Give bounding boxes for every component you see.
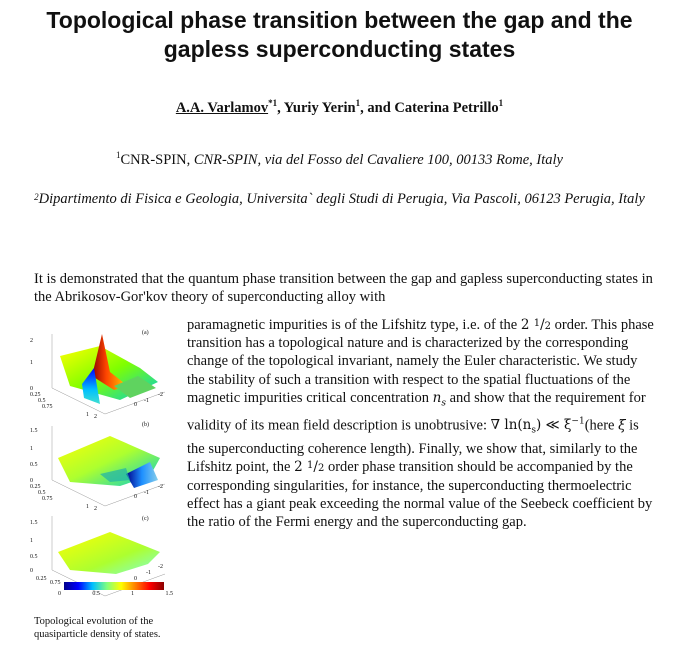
side-tick: 0.75 <box>50 580 61 586</box>
side-tick: 0.25 <box>30 484 41 490</box>
y-tick: 0 <box>134 576 137 582</box>
y-tick: 0 <box>134 494 137 500</box>
paper-title: Topological phase transition between the gap and the gapless superconducting states <box>46 7 633 62</box>
author-sup: *1 <box>268 98 278 108</box>
z-tick: 0.5 <box>30 462 38 468</box>
panel-c-label: (c) <box>142 516 149 522</box>
figure-panel-a <box>30 326 180 422</box>
ns-symbol: $n_s$ <box>432 389 446 409</box>
side-tick: 0.75 <box>42 404 53 410</box>
affiliation-1-address: CNR-SPIN, via del Fosso del Cavaliere 100, 00133 Rome, Italy <box>193 152 563 168</box>
surface-plot-a <box>30 326 180 422</box>
author-sup: 1 <box>498 98 504 108</box>
x-tick: 2 <box>94 506 97 512</box>
z-tick: 1.5 <box>30 520 38 526</box>
colorbar-tick: 1 <box>131 591 135 597</box>
y-tick: -2 <box>158 564 163 570</box>
colorbar-ticks <box>58 591 173 597</box>
x-tick: 1 <box>86 412 89 418</box>
colorbar <box>64 582 164 590</box>
x-tick: 2 <box>94 414 97 420</box>
figure-caption: Topological evolution of the quasiparticle density of states. <box>34 616 161 640</box>
affiliation-sup: 2 <box>34 192 39 202</box>
author-sup: 1 <box>355 98 361 108</box>
colorbar-tick: 0.5 <box>92 591 100 597</box>
z-tick: 2 <box>30 338 33 344</box>
validity-inequality: ∇ $\ln(n_s)$ ≪ $\xi^{-1}$ <box>490 416 585 436</box>
affiliation-1 <box>0 152 679 169</box>
side-tick: 0.5 <box>38 490 46 496</box>
abstract-text: and show that the requirement for validity of its mean field description is unobtrusive: <box>187 389 646 434</box>
z-tick: 1.5 <box>30 428 38 434</box>
side-tick: 0.75 <box>42 496 53 502</box>
side-tick: 0 <box>30 568 33 574</box>
y-tick: -2 <box>158 484 163 490</box>
side-tick: 0 <box>30 478 33 484</box>
y-tick: -1 <box>146 570 151 576</box>
z-tick: 1 <box>30 446 33 452</box>
abstract-text: (here <box>584 417 619 434</box>
z-tick: 1 <box>30 360 33 366</box>
author-list <box>0 100 679 117</box>
abstract-intro: It is demonstrated that the quantum phase transition between the gap and gapless superconducting states in the Abrikosov-Gor'kov theory of superconducting alloy with <box>34 271 653 305</box>
side-tick: 0.5 <box>38 398 46 404</box>
xi-symbol: ξ <box>618 417 626 434</box>
abstract-text: is the superconducting coherence length). Finally, we show that, similarly to the Lifshitz point, the <box>187 417 639 476</box>
colorbar-tick: 1.5 <box>165 591 173 597</box>
y-tick: -2 <box>158 392 163 398</box>
surface-plot-b <box>30 418 180 514</box>
z-tick: 0.5 <box>30 554 38 560</box>
affiliation-2-address: Dipartimento di Fisica e Geologia, Universita` degli Studi di Perugia, Via Pascoli, 06123 Perugia, Italy <box>38 191 645 207</box>
figure-panel-b <box>30 418 180 514</box>
author-petrillo: , and Caterina Petrillo <box>360 100 499 116</box>
colorbar-tick: 0 <box>58 591 61 597</box>
side-tick: 0.25 <box>30 392 41 398</box>
z-tick: 1 <box>30 538 33 544</box>
abstract-text: order. This phase transition has a topological nature and is characterized by the corresponding change of the topological invariant, namely the Euler characteristic. We study the stability of such a transition with respect to the spatial fluctuations of the magnetic impurities critical concentration <box>187 317 654 406</box>
panel-b-label: (b) <box>142 422 149 428</box>
panel-a-label: (a) <box>142 330 149 336</box>
affiliation-2 <box>20 190 659 209</box>
y-tick: -1 <box>144 398 149 404</box>
affiliation-1-plain: CNR-SPIN, <box>120 152 194 168</box>
order-fraction: 2 $^1/_2$ <box>520 317 552 333</box>
side-tick: 0.25 <box>36 576 47 582</box>
author-yerin: , Yuriy Yerin <box>277 100 356 116</box>
x-tick: 1 <box>86 504 89 510</box>
y-tick: -1 <box>144 490 149 496</box>
abstract-body <box>187 316 657 531</box>
side-tick: 0 <box>30 386 33 392</box>
order-fraction: 2 $^1/_2$ <box>294 459 325 476</box>
author-varlamov: A.A. Varlamov <box>175 100 269 116</box>
y-tick: 0 <box>134 402 137 408</box>
abstract-text: paramagnetic impurities is of the Lifshitz type, i.e. of the <box>187 317 521 333</box>
abstract-text: order phase transition should be accompanied by the corresponding singularities, for instance, the superconducting thermoelectric effect has a giant peak exceeding the normal value of the Seebeck coefficient by the ratio of the Fermi energy and the superconducting gap. <box>187 459 653 530</box>
affiliation-sup: 1 <box>116 150 121 160</box>
